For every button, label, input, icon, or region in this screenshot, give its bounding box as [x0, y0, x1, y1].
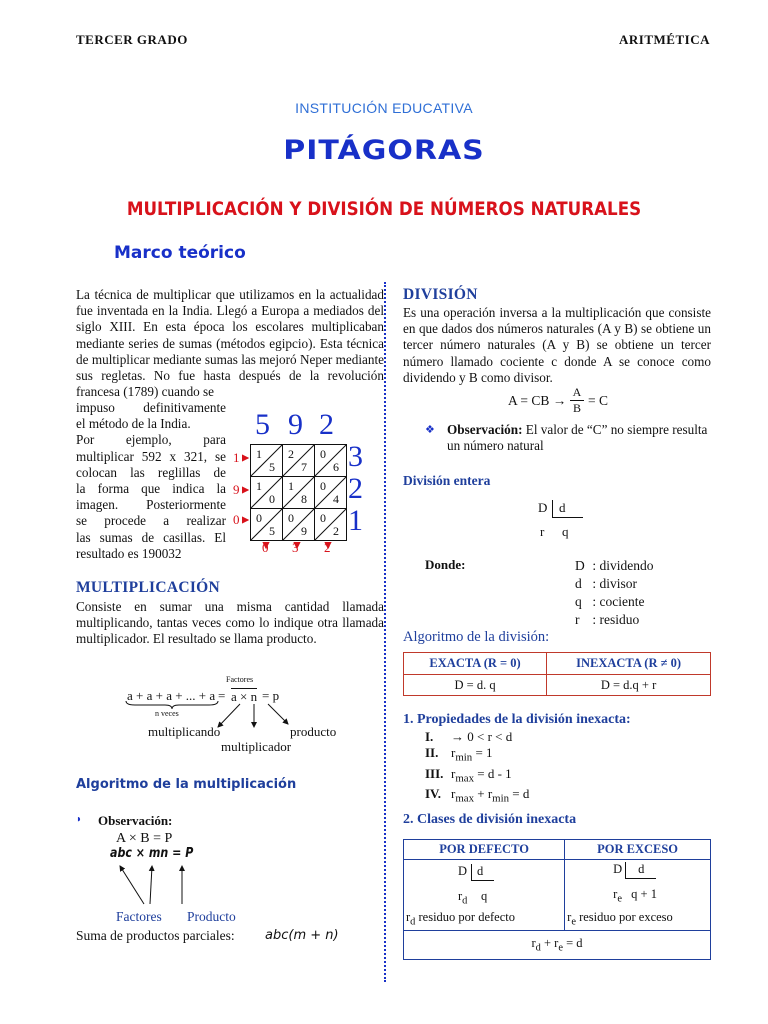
lattice-bottom-digit: 2: [324, 540, 331, 555]
intro-paragraph: La técnica de multiplicar que utilizamos en la actualidad fue inventada en la India. Llegó a Europa a mediados del siglo XIII. En esta época los escolares multiplicaban mediante series de sumas (métodos egipcio). Esta técnica de multiplicar mediante sumas las mejoró Neper mediante sus regletas. No fue hasta después de la revolución francesa (1789) cuando se: [76, 287, 384, 400]
obs-expression: A × B = P: [116, 831, 173, 846]
multiplicador-label: multiplicador: [221, 739, 292, 754]
lattice-right-digit: 3: [348, 440, 363, 473]
producto2-label: Producto: [187, 909, 236, 924]
exceso-d: d: [638, 862, 645, 876]
defecto-cell: [404, 860, 565, 931]
intro-line: se procede a realizar: [76, 513, 226, 529]
multiplicacion-text: Consiste en sumar una misma cantidad llamada multiplicando, tantas veces como lo indique otra llamada multiplicador. El resultado se llama producto.: [76, 599, 384, 647]
lattice-bottom-digit: 0: [262, 540, 269, 555]
div-r: r: [540, 524, 545, 539]
lattice-cell: 0 6: [315, 445, 347, 477]
clases-table: [403, 839, 711, 960]
intro-line: el método de la India.: [76, 416, 191, 432]
intro-paragraph-2: [76, 400, 226, 562]
division-formula-right: = C: [588, 393, 608, 408]
algoritmo-division-heading: Algoritmo de la división:: [403, 629, 550, 645]
prop-row: II. $r_{min} = 1$: [425, 745, 493, 764]
sum-formula-cell: $r_d + r_e = d$: [404, 931, 711, 960]
lattice-cell: 1 8: [283, 477, 315, 509]
exceso-cell: [565, 860, 711, 931]
lattice-left-digit: 9: [233, 482, 240, 497]
division-entera-heading: División entera: [403, 473, 491, 488]
lattice-top-digit: 9: [288, 408, 303, 441]
inexacta-header: INEXACTA (R ≠ 0): [547, 653, 711, 675]
intro-line: la forma que indica la: [76, 481, 226, 497]
lattice-top-digit: 5: [255, 408, 270, 441]
exceso-D: D: [613, 862, 623, 876]
lattice-bottom-digit: 3: [292, 540, 299, 555]
intro-line: colocan las reglillas de: [76, 464, 226, 480]
intro-line: resultado es 190032: [76, 545, 182, 561]
algoritmo-multiplicacion: Algoritmo de la multiplicación: [76, 777, 297, 792]
lattice-right-digit: 2: [348, 472, 363, 505]
defecto-q: q: [481, 889, 488, 903]
fraction-denominator: B: [572, 401, 581, 415]
lattice-cell: 0 5: [251, 509, 283, 541]
bullet-icon: ◗: [76, 814, 83, 825]
product-expression: a × n: [231, 689, 258, 704]
def-row: d : divisor: [575, 576, 638, 591]
institution-label: INSTITUCIÓN EDUCATIVA: [295, 100, 473, 116]
propiedades-heading: 1. Propiedades de la división inexacta:: [403, 712, 631, 727]
div-d: d: [559, 500, 566, 515]
lattice-cell: 2 7: [283, 445, 315, 477]
division-formula-left: A = CB →: [508, 393, 567, 408]
lattice-cell: 0 4: [315, 477, 347, 509]
division-text: Es una operación inversa a la multiplicación que consiste en que dados dos números naturales (A y B) se obtiene un tercer número naturales (A y B) se obtiene un tercer número llamado cociente c donde A se conoce como dividendo y B como divisor.: [403, 305, 711, 385]
def-row: D : dividendo: [575, 558, 654, 573]
intro-line: las sumas de casillas. El: [76, 529, 226, 545]
header-right: ARITMÉTICA: [619, 32, 710, 47]
defecto-header: POR DEFECTO: [404, 840, 565, 860]
suma-parciales-label: Suma de productos parciales:: [76, 928, 235, 943]
factores-label: Factores: [116, 909, 162, 924]
prop-row: IV. $r_{max} + r_{min} = d$: [425, 786, 530, 805]
propiedades-list: [425, 729, 529, 807]
defecto-d: d: [477, 864, 484, 878]
fraction-numerator: A: [570, 385, 584, 401]
exacta-header: EXACTA (R = 0): [404, 653, 547, 675]
section-division: DIVISIÓN: [403, 286, 478, 303]
lattice-cell: 1 0: [251, 477, 283, 509]
algoritmo-table: [403, 652, 711, 696]
page-title: MULTIPLICACIÓN Y DIVISIÓN DE NÚMEROS NATURALES: [126, 198, 642, 220]
def-row: q : cociente: [575, 594, 645, 609]
inexacta-value: D = d.q + r: [547, 675, 711, 696]
suma-handwritten: abc(m + n): [265, 928, 339, 943]
multiplicando-label: multiplicando: [148, 724, 221, 739]
clases-heading: 2. Clases de división inexacta: [403, 812, 577, 827]
factor-arrows-icon: [110, 860, 200, 910]
prop-row: I. → 0 < r < d: [425, 729, 513, 744]
lattice-top-digit: 2: [319, 408, 334, 441]
column-divider: [384, 282, 386, 982]
fraction: [570, 385, 584, 416]
obs-text: El valor de “C” no siempre resulta un número natural: [447, 422, 708, 454]
obs-label: Observación:: [98, 813, 173, 828]
section-marco: Marco teórico: [114, 243, 246, 263]
intro-line: impuso definitivamente: [76, 400, 226, 415]
intro-line: imagen. Posteriormente: [76, 497, 226, 513]
div-q: q: [562, 524, 569, 539]
obs-label-2: Observación:: [447, 422, 523, 437]
defecto-rd-label: $r_d$ residuo por defecto: [406, 910, 515, 928]
exacta-value: D = d. q: [404, 675, 547, 696]
defecto-D: D: [458, 864, 468, 878]
brand-title: PITÁGORAS: [283, 134, 485, 167]
diamond-bullet-icon: ❖: [425, 424, 435, 436]
exceso-re-label: $r_e$ residuo por exceso: [567, 910, 673, 928]
intro-line: Por ejemplo, para: [76, 432, 226, 448]
obs-handwritten: abc × mn = P: [110, 846, 194, 861]
factores-small-label: Factores: [226, 675, 254, 684]
division-bracket: [552, 500, 583, 518]
lattice-left-digit: 0: [233, 512, 240, 527]
header-left: TERCER GRADO: [76, 32, 188, 47]
exceso-q1: q + 1: [631, 887, 657, 901]
lattice-cell: 0 2: [315, 509, 347, 541]
exceso-header: POR EXCESO: [565, 840, 711, 860]
equals-sign: =: [218, 688, 226, 703]
producto-label: producto: [290, 724, 337, 739]
lattice-cell: 1 5: [251, 445, 283, 477]
donde-label: Donde:: [425, 557, 466, 572]
product-result: = p: [262, 688, 280, 703]
lattice-diagram: [233, 408, 388, 558]
defecto-rd: $r_d$: [458, 889, 468, 907]
nveces-label: n veces: [155, 709, 179, 718]
prop-row: III. $r_{max} = d - 1$: [425, 765, 512, 785]
lattice-cell: 0 9: [283, 509, 315, 541]
def-row: r : residuo: [575, 612, 640, 627]
sum-expression: a + a + a + ... + a: [127, 688, 216, 703]
div-D: D: [538, 500, 548, 515]
exceso-re: $r_e$: [613, 887, 622, 905]
division-definitions: [575, 557, 654, 629]
division-observation: [447, 422, 711, 454]
section-multiplicacion: MULTIPLICACIÓN: [76, 579, 221, 596]
lattice-left-digit: 1: [233, 450, 240, 465]
intro-line: multiplicar 592 x 321, se: [76, 448, 226, 464]
lattice-right-digit: 1: [348, 504, 363, 537]
